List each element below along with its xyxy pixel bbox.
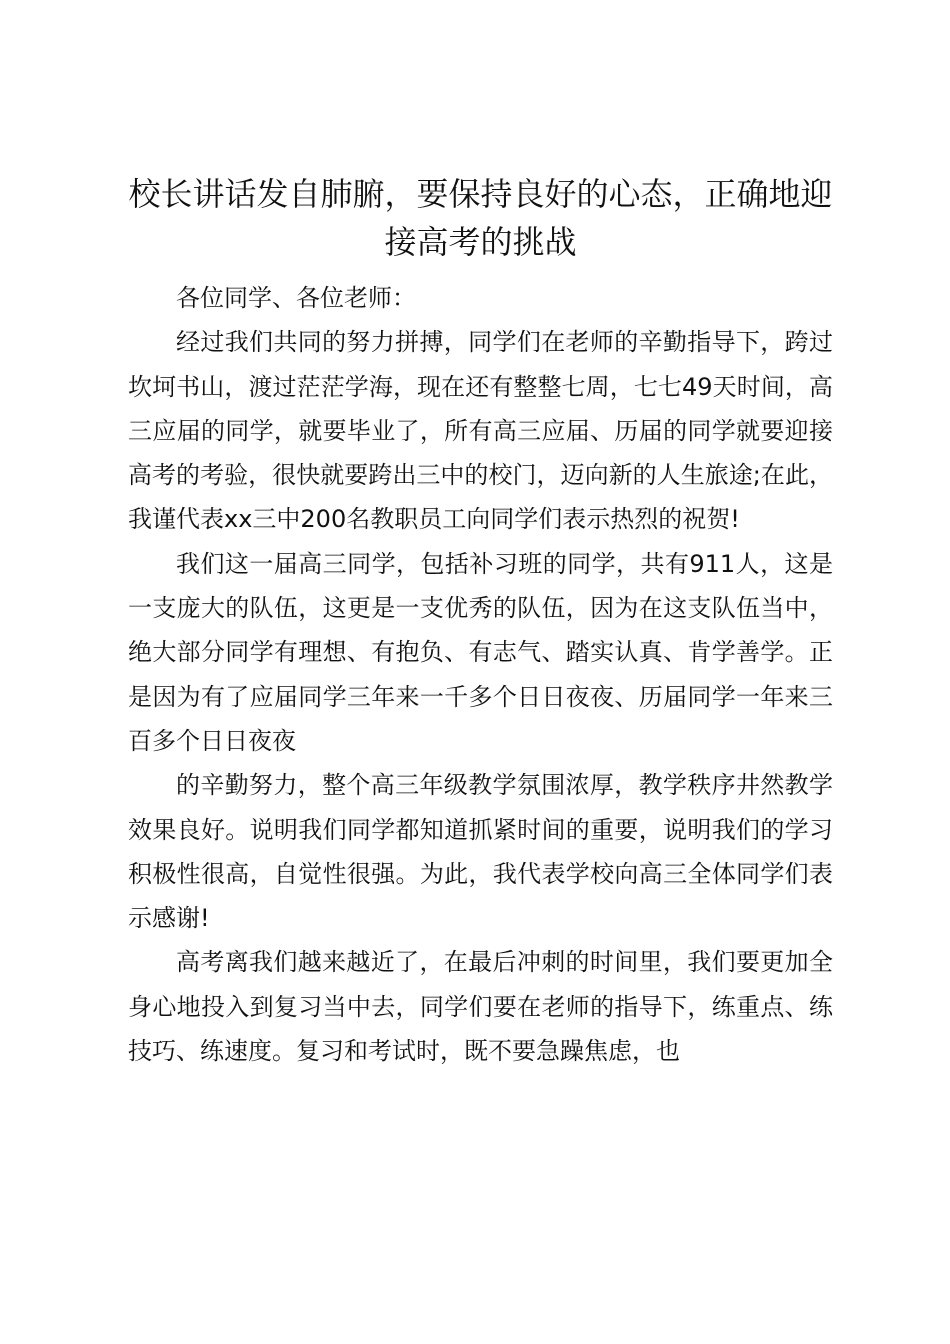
- salutation-paragraph: 各位同学、各位老师：: [176, 284, 416, 312]
- body-paragraph: 的辛勤努力，整个高三年级教学氛围浓厚，教学秩序井然教学效果良好。说明我们同学都知道抓紧时间的重要，说明我们的学习积极性很高，自觉性很强。为此，我代表学校向高三全体同学们表示感谢!: [128, 771, 833, 933]
- document-body: [128, 276, 833, 1073]
- body-paragraph: 经过我们共同的努力拼搏，同学们在老师的辛勤指导下，跨过坎坷书山，渡过茫茫学海，现在还有整整七周，七七49天时间，高三应届的同学，就要毕业了，所有高三应届、历届的同学就要迎接高考的考验，很快就要跨出三中的校门，迈向新的人生旅途;在此，我谨代表xx三中200名教职员工向同学们表示热烈的祝贺!: [128, 328, 833, 534]
- body-paragraph: 高考离我们越来越近了，在最后冲刺的时间里，我们要更加全身心地投入到复习当中去，同学们要在老师的指导下，练重点、练技巧、练速度。复习和考试时，既不要急躁焦虑，也: [128, 948, 833, 1066]
- document-title: 校长讲话发自肺腑，要保持良好的心态，正确地迎接高考的挑战: [128, 175, 833, 261]
- document-page: [128, 170, 833, 1073]
- body-paragraph: 我们这一届高三同学，包括补习班的同学，共有911人，这是一支庞大的队伍，这更是一支优秀的队伍，因为在这支队伍当中，绝大部分同学有理想、有抱负、有志气、踏实认真、肯学善学。正是因为有了应届同学三年来一千多个日日夜夜、历届同学一年来三百多个日日夜夜: [128, 549, 833, 755]
